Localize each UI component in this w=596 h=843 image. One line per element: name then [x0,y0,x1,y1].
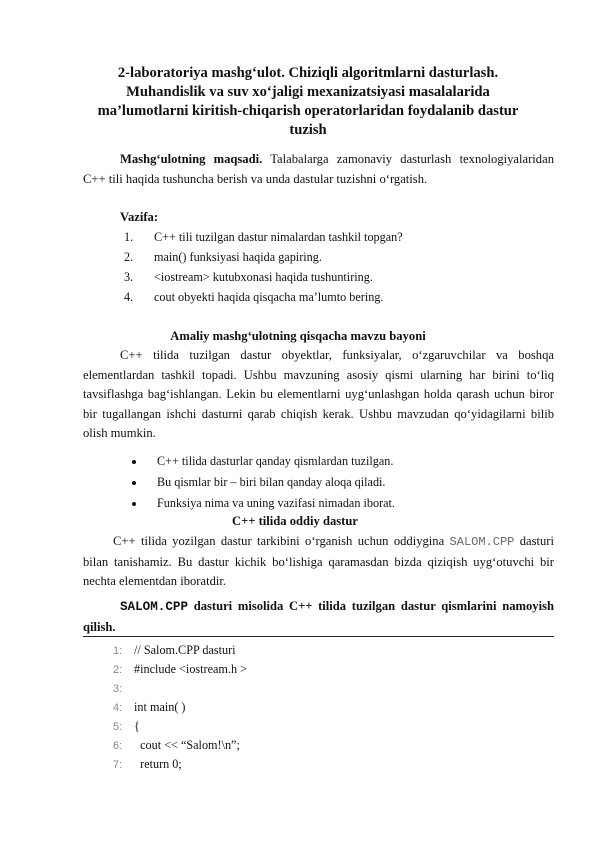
task-number: 3. [124,270,134,284]
code-text: #include <iostream.h > [131,662,247,676]
code-line [113,680,131,698]
line-number: 7: [113,759,123,771]
example-text: dasturi misolida C++ tilida tuzilgan dastur qismlarini namoyish qilish. [83,599,554,634]
code-text: { [131,719,140,733]
bullet-icon [132,460,136,464]
code-line [113,718,140,736]
code-line [113,699,186,717]
bullet-icon [132,481,136,485]
section-heading: Amaliy mashg‘ulotning qisqacha mavzu bayoni [170,329,426,343]
line-number: 6: [113,740,123,752]
aim-text: Talabalarga zamonaviy dasturlash texnologiyalaridan C++ tili haqida tushuncha berish va unda dastular tuzishni o‘rgatish. [83,152,554,186]
simple-paragraph [83,532,554,592]
bullet-text: Bu qismlar bir – biri bilan qanday aloqa qiladi. [157,475,386,489]
code-text: return 0; [131,757,182,771]
divider [83,636,554,637]
task-number: 2. [124,250,134,264]
bullet-text: C++ tilida dasturlar qanday qismlardan tuzilgan. [157,454,394,468]
code-line [113,661,247,679]
task-text: C++ tili tuzilgan dastur nimalardan tashkil topgan? [154,230,403,244]
line-number: 5: [113,721,123,733]
task-label: Vazifa: [120,210,159,224]
example-heading [83,597,554,637]
code-text: int main( ) [131,700,186,714]
line-number: 4: [113,702,123,714]
task-number: 4. [124,290,134,304]
aim-label: Mashg‘ulotning maqsadi. [120,152,263,166]
line-number: 2: [113,664,123,676]
task-text: main() funksiyasi haqida gapiring. [154,250,322,264]
code-text: cout << “Salom!\n”; [131,738,240,752]
task-number: 1. [124,230,134,244]
line-number: 1: [113,645,123,657]
code-text: // Salom.CPP dasturi [131,643,236,657]
bullet-icon [132,502,136,506]
simple-text-a: C++ tilida yozilgan dastur tarkibini o‘rganish uchun oddiygina [113,534,450,548]
code-line [113,737,240,755]
bullet-text: Funksiya nima va uning vazifasi nimadan iborat. [157,496,395,510]
title-line: 2-laboratoriya mashg‘ulot. Chiziqli algoritmlarni dasturlash. [117,65,499,81]
task-text: <iostream> kutubxonasi haqida tushuntiring. [154,270,373,284]
title-line: ma’lumotlarni kiritish-chiqarish operatorlaridan foydalanib dastur [97,103,519,119]
intro-paragraph: C++ tilida tuzilgan dastur obyektlar, funksiyalar, o‘zgaruvchilar va boshqa elementlardan tashkil topadi. Ushbu mavzuning asosiy qismi ularning har birini to‘liq tavsiflashga bag‘ishlangan. Lekin bu elementlarni uyg‘unlashgan holda qarash uchun biror bir tugallangan ishchi dasturni qarab chiqish kerak. Ushbu mavzudan qo‘yidagilarni bilib olish mumkin. [83,348,554,441]
simple-text-b: dasturi bilan tanishamiz. Bu dastur kichik bo‘lishiga qaramasdan bizda qiziqish uyg‘otuvchi bir nechta elementdan iboratdir. [83,534,554,589]
line-number: 3: [113,683,123,695]
aim-paragraph [83,150,554,189]
simple-heading: C++ tilida oddiy dastur [232,514,358,528]
example-code-name: SALOM.CPP [120,600,189,614]
task-text: cout obyekti haqida qisqacha ma’lumto bering. [154,290,384,304]
code-line [113,756,182,774]
code-line [113,642,236,660]
title-line: Muhandislik va suv xo‘jaligi mexanizatsiyasi masalalarida [126,84,490,100]
document-title [80,64,536,140]
simple-code-name: SALOM.CPP [449,535,515,549]
title-line: tuzish [289,122,327,138]
